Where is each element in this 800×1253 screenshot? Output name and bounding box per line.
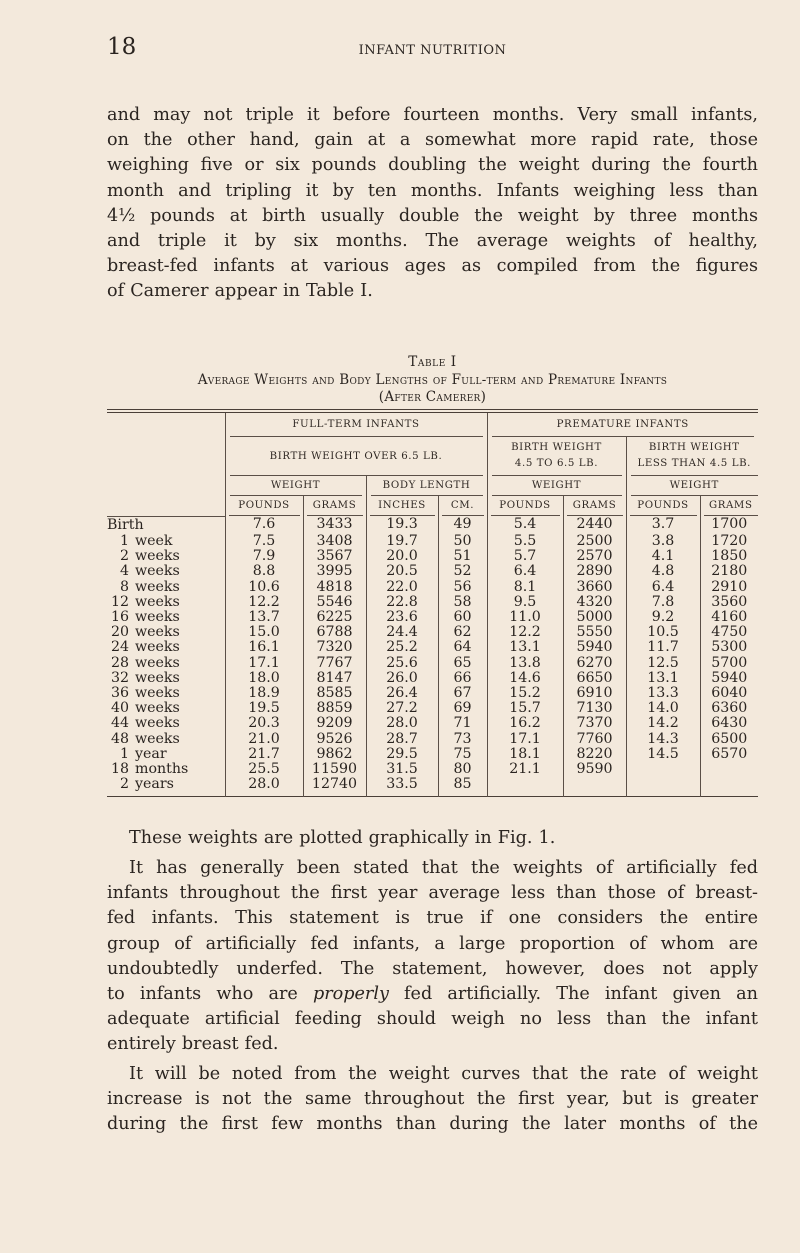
table-caption: Table I <box>408 354 457 370</box>
full-term-cm-cell: 66 <box>438 671 487 686</box>
full-term-inches-cell: 28.7 <box>366 732 438 747</box>
full-term-cm-cell: 56 <box>438 580 487 595</box>
table-row <box>107 534 758 549</box>
premature-a-pounds-cell: 14.6 <box>487 671 563 686</box>
premature-b-grams-cell: 2180 <box>700 564 758 579</box>
premature-a-grams-cell: 2570 <box>563 549 626 564</box>
full-term-cm-cell: 62 <box>438 625 487 640</box>
premature-a-pounds-cell: 12.2 <box>487 625 563 640</box>
header-ft-inches: INCHES <box>366 496 438 516</box>
full-term-cm-cell: 58 <box>438 595 487 610</box>
premature-b-pounds-cell <box>626 777 700 792</box>
age-cell: 48 weeks <box>110 730 180 747</box>
full-term-inches-cell: 19.7 <box>366 534 438 549</box>
premature-a-grams-cell: 8220 <box>563 747 626 762</box>
age-cell: 18 months <box>110 761 189 778</box>
table-row <box>107 656 758 671</box>
text-line: 4½ pounds at birth usually double the weight by three months <box>107 205 758 226</box>
premature-b-pounds-cell: 14.5 <box>626 747 700 762</box>
premature-a-grams-cell: 4320 <box>563 595 626 610</box>
header-ft-birth-weight: BIRTH WEIGHT OVER 6.5 LB. <box>225 437 487 476</box>
premature-b-pounds-cell: 6.4 <box>626 580 700 595</box>
header-ft-pounds: POUNDS <box>225 496 303 516</box>
full-term-inches-cell: 29.5 <box>366 747 438 762</box>
table-title-line: Average Weights and Body Lengths of Full-term and Premature Infants <box>197 372 668 388</box>
header-pm1-pounds: POUNDS <box>487 496 563 516</box>
premature-a-grams-cell: 5000 <box>563 610 626 625</box>
table-row <box>107 595 758 610</box>
table-row <box>107 516 758 534</box>
premature-a-pounds-cell: 9.5 <box>487 595 563 610</box>
full-term-pounds-cell: 25.5 <box>225 762 303 777</box>
premature-a-grams-cell <box>563 777 626 792</box>
emphasis-properly: properly <box>312 984 389 1005</box>
table-row <box>107 580 758 595</box>
table-row <box>107 762 758 777</box>
age-cell: 40 weeks <box>110 700 180 717</box>
text-line: to infants who are properly fed artificially. The infant given an <box>107 984 758 1005</box>
premature-a-pounds-cell: 21.1 <box>487 762 563 777</box>
text-line: entirely breast fed. <box>107 1034 279 1055</box>
age-cell: 8 weeks <box>119 578 180 595</box>
table-row <box>107 610 758 625</box>
age-header <box>107 411 225 516</box>
premature-a-pounds-cell: 6.4 <box>487 564 563 579</box>
full-term-grams-cell: 7767 <box>303 656 366 671</box>
premature-b-grams-cell: 6570 <box>700 747 758 762</box>
premature-b-pounds-cell: 14.0 <box>626 701 700 716</box>
premature-b-pounds-cell: 14.3 <box>626 732 700 747</box>
premature-a-grams-cell: 6910 <box>563 686 626 701</box>
table-row <box>107 701 758 716</box>
premature-b-pounds-cell: 4.1 <box>626 549 700 564</box>
full-term-inches-cell: 27.2 <box>366 701 438 716</box>
full-term-cm-cell: 75 <box>438 747 487 762</box>
header-full-term: FULL-TERM INFANTS <box>225 411 487 437</box>
premature-a-grams-cell: 2890 <box>563 564 626 579</box>
premature-a-grams-cell: 2440 <box>563 516 626 534</box>
full-term-inches-cell: 20.0 <box>366 549 438 564</box>
premature-b-pounds-cell: 12.5 <box>626 656 700 671</box>
full-term-grams-cell: 8585 <box>303 686 366 701</box>
table-row <box>107 686 758 701</box>
full-term-cm-cell: 49 <box>438 516 487 534</box>
text-line: It will be noted from the weight curves that the rate of weight <box>129 1064 758 1084</box>
text-line: infants throughout the first year average less than those of breast- <box>107 883 758 904</box>
premature-b-pounds-cell: 11.7 <box>626 640 700 655</box>
full-term-inches-cell: 19.3 <box>366 516 438 534</box>
age-cell: 28 weeks <box>110 654 180 671</box>
full-term-grams-cell: 6225 <box>303 610 366 625</box>
full-term-pounds-cell: 28.0 <box>225 777 303 792</box>
age-cell: Birth <box>107 516 225 534</box>
full-term-cm-cell: 67 <box>438 686 487 701</box>
full-term-pounds-cell: 8.8 <box>225 564 303 579</box>
premature-b-pounds-cell: 13.3 <box>626 686 700 701</box>
full-term-grams-cell: 3567 <box>303 549 366 564</box>
running-head: INFANT NUTRITION <box>358 43 507 58</box>
weights-table <box>107 409 758 797</box>
text-line: undoubtedly underfed. The statement, however, does not apply <box>107 958 758 979</box>
text-line: It has generally been stated that the weights of artificially fed <box>129 858 758 878</box>
header-premature: PREMATURE INFANTS <box>487 411 758 437</box>
header-pm2-birth-weight: BIRTH WEIGHT LESS THAN 4.5 LB. <box>626 437 758 476</box>
header-pm1-birth-weight: BIRTH WEIGHT 4.5 TO 6.5 LB. <box>487 437 626 476</box>
premature-b-grams-cell: 1850 <box>700 549 758 564</box>
premature-a-pounds-cell: 15.7 <box>487 701 563 716</box>
text-line: These weights are plotted graphically in Fig. 1. <box>129 828 556 848</box>
full-term-inches-cell: 26.4 <box>366 686 438 701</box>
full-term-pounds-cell: 15.0 <box>225 625 303 640</box>
text-line: of Camerer appear in Table I. <box>107 281 373 302</box>
full-term-grams-cell: 3408 <box>303 534 366 549</box>
premature-a-pounds-cell: 13.1 <box>487 640 563 655</box>
text-line: month and tripling it by ten months. Infants weighing less than <box>107 180 758 201</box>
premature-b-pounds-cell: 9.2 <box>626 610 700 625</box>
premature-b-grams-cell: 1700 <box>700 516 758 534</box>
premature-b-pounds-cell: 13.1 <box>626 671 700 686</box>
premature-b-grams-cell: 1720 <box>700 534 758 549</box>
table-title <box>100 372 765 406</box>
text-line: and triple it by six months. The average weights of healthy, <box>107 231 758 252</box>
header-ft-weight: WEIGHT <box>225 476 366 496</box>
premature-b-grams-cell: 6040 <box>700 686 758 701</box>
full-term-pounds-cell: 13.7 <box>225 610 303 625</box>
header-pm2-grams: GRAMS <box>700 496 758 516</box>
age-cell: 2 years <box>119 776 174 793</box>
premature-a-pounds-cell: 17.1 <box>487 732 563 747</box>
premature-b-pounds-cell: 10.5 <box>626 625 700 640</box>
paragraph-weight-curves <box>107 1062 758 1138</box>
age-cell: 20 weeks <box>110 624 180 641</box>
premature-b-pounds-cell: 4.8 <box>626 564 700 579</box>
page-header <box>107 34 758 64</box>
premature-b-grams-cell: 2910 <box>700 580 758 595</box>
full-term-grams-cell: 8147 <box>303 671 366 686</box>
age-cell: 16 weeks <box>110 609 180 626</box>
table-row <box>107 625 758 640</box>
full-term-cm-cell: 71 <box>438 716 487 731</box>
table-title-subline: (After Camerer) <box>378 389 487 405</box>
premature-a-grams-cell: 7130 <box>563 701 626 716</box>
paragraph-fig-reference <box>107 826 758 851</box>
text-line: and may not triple it before fourteen months. Very small infants, <box>107 105 758 125</box>
header-ft-cm: CM. <box>438 496 487 516</box>
full-term-cm-cell: 64 <box>438 640 487 655</box>
full-term-pounds-cell: 7.5 <box>225 534 303 549</box>
full-term-pounds-cell: 20.3 <box>225 716 303 731</box>
full-term-grams-cell: 12740 <box>303 777 366 792</box>
premature-b-pounds-cell: 14.2 <box>626 716 700 731</box>
age-cell: 32 weeks <box>110 669 180 686</box>
premature-b-grams-cell: 4750 <box>700 625 758 640</box>
full-term-inches-cell: 22.8 <box>366 595 438 610</box>
full-term-inches-cell: 22.0 <box>366 580 438 595</box>
premature-b-grams-cell: 3560 <box>700 595 758 610</box>
paragraph-artificial-feeding <box>107 856 758 1058</box>
premature-a-pounds-cell: 8.1 <box>487 580 563 595</box>
premature-b-grams-cell: 4160 <box>700 610 758 625</box>
text-line: fed infants. This statement is true if one considers the entire <box>107 908 758 929</box>
text-line: on the other hand, gain at a somewhat more rapid rate, those <box>107 130 758 151</box>
table-row <box>107 564 758 579</box>
full-term-grams-cell: 4818 <box>303 580 366 595</box>
full-term-inches-cell: 31.5 <box>366 762 438 777</box>
premature-b-pounds-cell <box>626 762 700 777</box>
full-term-grams-cell: 8859 <box>303 701 366 716</box>
full-term-grams-cell: 9209 <box>303 716 366 731</box>
text-line: during the first few months than during the later months of the <box>107 1114 758 1135</box>
premature-a-pounds-cell: 11.0 <box>487 610 563 625</box>
text-line: group of artificially fed infants, a large proportion of whom are <box>107 933 758 954</box>
age-cell: 24 weeks <box>110 639 180 656</box>
full-term-inches-cell: 26.0 <box>366 671 438 686</box>
premature-a-grams-cell: 3660 <box>563 580 626 595</box>
full-term-inches-cell: 20.5 <box>366 564 438 579</box>
premature-b-pounds-cell: 3.8 <box>626 534 700 549</box>
full-term-cm-cell: 51 <box>438 549 487 564</box>
premature-b-pounds-cell: 3.7 <box>626 516 700 534</box>
age-cell: 1 week <box>119 533 173 549</box>
full-term-grams-cell: 6788 <box>303 625 366 640</box>
full-term-pounds-cell: 7.9 <box>225 549 303 564</box>
age-cell: 12 weeks <box>110 593 180 610</box>
full-term-pounds-cell: 18.0 <box>225 671 303 686</box>
premature-a-pounds-cell: 13.8 <box>487 656 563 671</box>
age-cell: 4 weeks <box>119 563 180 580</box>
premature-a-pounds-cell <box>487 777 563 792</box>
full-term-inches-cell: 23.6 <box>366 610 438 625</box>
full-term-inches-cell: 24.4 <box>366 625 438 640</box>
premature-b-grams-cell: 6500 <box>700 732 758 747</box>
age-cell: 36 weeks <box>110 685 180 702</box>
premature-a-grams-cell: 7760 <box>563 732 626 747</box>
full-term-inches-cell: 25.2 <box>366 640 438 655</box>
premature-a-grams-cell: 6650 <box>563 671 626 686</box>
header-pm2-weight: WEIGHT <box>626 476 758 496</box>
full-term-pounds-cell: 21.7 <box>225 747 303 762</box>
full-term-cm-cell: 85 <box>438 777 487 792</box>
premature-a-pounds-cell: 5.4 <box>487 516 563 534</box>
age-cell: 1 year <box>119 745 167 762</box>
full-term-pounds-cell: 16.1 <box>225 640 303 655</box>
table-row <box>107 732 758 747</box>
premature-b-grams-cell: 6430 <box>700 716 758 731</box>
full-term-cm-cell: 60 <box>438 610 487 625</box>
full-term-pounds-cell: 17.1 <box>225 656 303 671</box>
age-cell: 44 weeks <box>110 715 180 732</box>
full-term-cm-cell: 65 <box>438 656 487 671</box>
header-ft-grams: GRAMS <box>303 496 366 516</box>
text-line: increase is not the same throughout the first year, but is greater <box>107 1089 758 1110</box>
full-term-grams-cell: 7320 <box>303 640 366 655</box>
premature-b-grams-cell: 5300 <box>700 640 758 655</box>
premature-b-pounds-cell: 7.8 <box>626 595 700 610</box>
table-row <box>107 716 758 731</box>
text-line: adequate artificial feeding should weigh no less than the infant <box>107 1009 758 1030</box>
header-pm1-grams: GRAMS <box>563 496 626 516</box>
table-row <box>107 549 758 564</box>
premature-a-pounds-cell: 15.2 <box>487 686 563 701</box>
table-row <box>107 671 758 686</box>
premature-b-grams-cell: 5700 <box>700 656 758 671</box>
paragraph-intro <box>107 103 758 305</box>
full-term-grams-cell: 11590 <box>303 762 366 777</box>
full-term-grams-cell: 9862 <box>303 747 366 762</box>
full-term-inches-cell: 28.0 <box>366 716 438 731</box>
full-term-grams-cell: 5546 <box>303 595 366 610</box>
header-pm2-pounds: POUNDS <box>626 496 700 516</box>
full-term-grams-cell: 9526 <box>303 732 366 747</box>
full-term-pounds-cell: 21.0 <box>225 732 303 747</box>
premature-a-pounds-cell: 18.1 <box>487 747 563 762</box>
header-pm1-weight: WEIGHT <box>487 476 626 496</box>
premature-a-pounds-cell: 5.5 <box>487 534 563 549</box>
text-line: weighing five or six pounds doubling the weight during the fourth <box>107 155 758 176</box>
premature-a-grams-cell: 2500 <box>563 534 626 549</box>
table-row <box>107 777 758 792</box>
full-term-inches-cell: 25.6 <box>366 656 438 671</box>
premature-b-grams-cell <box>700 762 758 777</box>
premature-a-pounds-cell: 16.2 <box>487 716 563 731</box>
premature-a-grams-cell: 7370 <box>563 716 626 731</box>
table-row <box>107 640 758 655</box>
premature-a-grams-cell: 5940 <box>563 640 626 655</box>
header-ft-body-length: BODY LENGTH <box>366 476 487 496</box>
full-term-cm-cell: 69 <box>438 701 487 716</box>
full-term-inches-cell: 33.5 <box>366 777 438 792</box>
premature-a-pounds-cell: 5.7 <box>487 549 563 564</box>
table-body <box>107 516 758 797</box>
premature-a-grams-cell: 6270 <box>563 656 626 671</box>
full-term-cm-cell: 52 <box>438 564 487 579</box>
full-term-grams-cell: 3433 <box>303 516 366 534</box>
full-term-grams-cell: 3995 <box>303 564 366 579</box>
table-spacer-row <box>107 792 758 797</box>
text-line: breast-fed infants at various ages as compiled from the figures <box>107 256 758 277</box>
full-term-cm-cell: 80 <box>438 762 487 777</box>
age-cell: 2 weeks <box>119 548 180 565</box>
full-term-pounds-cell: 10.6 <box>225 580 303 595</box>
premature-b-grams-cell: 6360 <box>700 701 758 716</box>
page-number: 18 <box>107 34 137 60</box>
full-term-pounds-cell: 18.9 <box>225 686 303 701</box>
premature-b-grams-cell <box>700 777 758 792</box>
premature-b-grams-cell: 5940 <box>700 671 758 686</box>
full-term-cm-cell: 50 <box>438 534 487 549</box>
premature-a-grams-cell: 9590 <box>563 762 626 777</box>
full-term-pounds-cell: 19.5 <box>225 701 303 716</box>
full-term-pounds-cell: 7.6 <box>225 516 303 534</box>
table-row <box>107 747 758 762</box>
full-term-pounds-cell: 12.2 <box>225 595 303 610</box>
premature-a-grams-cell: 5550 <box>563 625 626 640</box>
full-term-cm-cell: 73 <box>438 732 487 747</box>
